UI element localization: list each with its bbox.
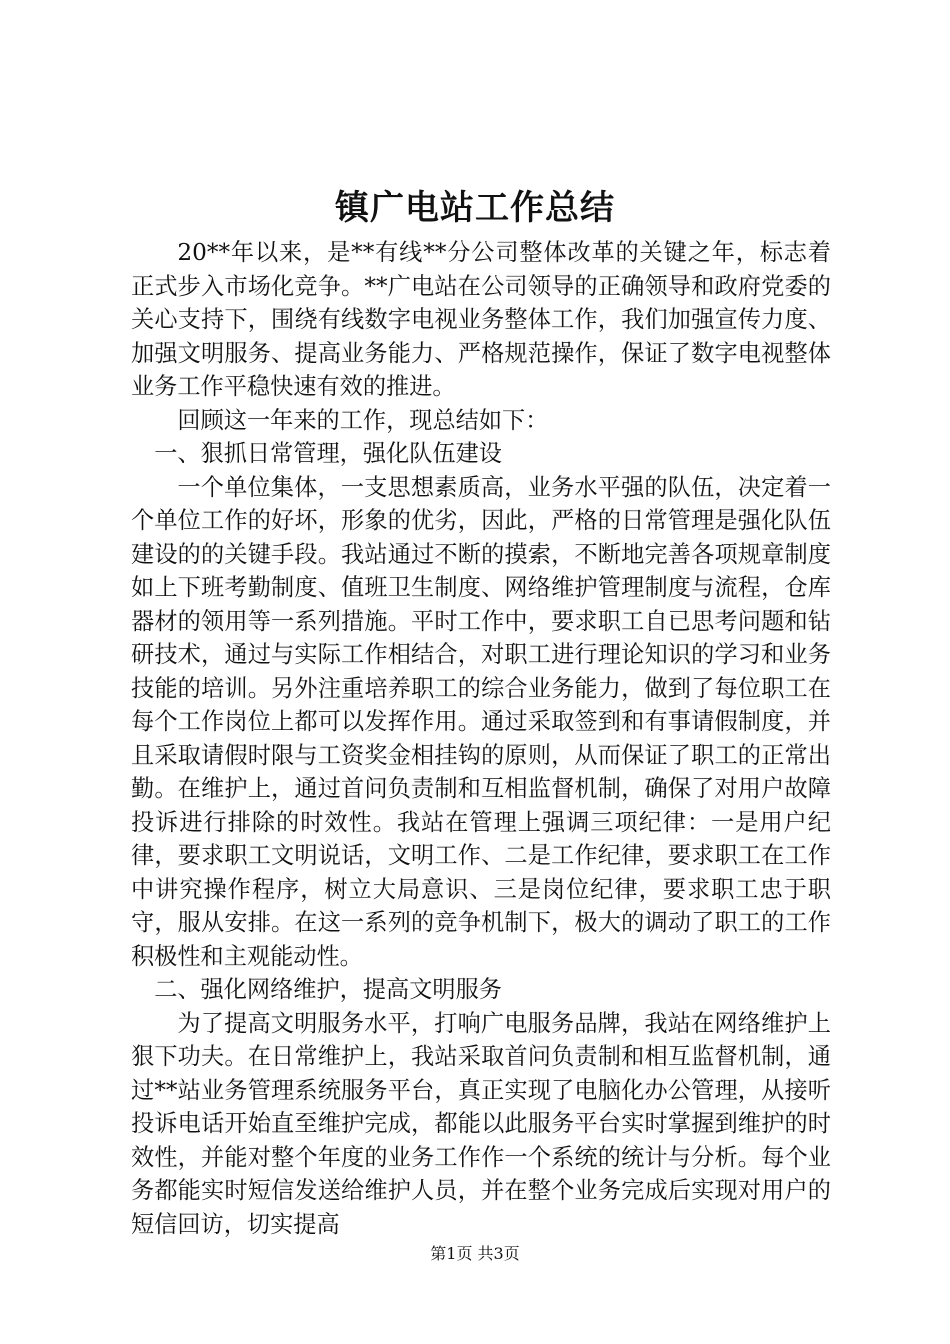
- paragraph-intro: 20**年以来，是**有线**分公司整体改革的关键之年，标志着正式步入市场化竞争。**广电站在公司领导的正确领导和政府党委的关心支持下，围绕有线数字电视业务整体工作，我们加强宣传力度、加强文明服务、提高业务能力、严格规范操作，保证了数字电视整体业务工作平稳快速有效的推进。: [131, 239, 831, 400]
- section-heading-1: 一、狠抓日常管理，强化队伍建设: [154, 440, 502, 467]
- document-body: [131, 236, 831, 1241]
- paragraph-network: 为了提高文明服务水平，打响广电服务品牌，我站在网络维护上狠下功夫。在日常维护上，我站采取首问负责制和相互监督机制，通过**站业务管理系统服务平台，真正实现了电脑化办公管理，从接听投诉电话开始直至维护完成，都能以此服务平台实时掌握到维护的时效性，并能对整个年度的业务工作作一个系统的统计与分析。每个业务都能实时短信发送给维护人员，并在整个业务完成后实现对用户的短信回访，切实提高: [131, 1009, 831, 1238]
- section-heading-2: 二、强化网络维护，提高文明服务: [154, 976, 502, 1003]
- page-footer: 第1页 共3页: [430, 1244, 520, 1263]
- paragraph-management: 一个单位集体，一支思想素质高，业务水平强的队伍，决定着一个单位工作的好坏，形象的优劣，因此，严格的日常管理是强化队伍建设的的关键手段。我站通过不断的摸索，不断地完善各项规章制度如上下班考勤制度、值班卫生制度、网络维护管理制度与流程，仓库器材的领用等一系列措施。平时工作中，要求职工自已思考问题和钻研技术，通过与实际工作相结合，对职工进行理论知识的学习和业务技能的培训。另外注重培养职工的综合业务能力，做到了每位职工在每个工作岗位上都可以发挥作用。通过采取签到和有事请假制度，并且采取请假时限与工资奖金相挂钩的原则，从而保证了职工的正常出勤。在维护上，通过首问负责制和互相监督机制，确保了对用户故障投诉进行排除的时效性。我站在管理上强调三项纪律：一是用户纪律，要求职工文明说话，文明工作、二是工作纪律，要求职工在工作中讲究操作程序，树立大局意识、三是岗位纪律，要求职工忠于职守，服从安排。在这一系列的竞争机制下，极大的调动了职工的工作积极性和主观能动性。: [131, 473, 831, 970]
- paragraph-review: 回顾这一年来的工作，现总结如下：: [177, 406, 549, 434]
- document-title: 镇广电站工作总结: [335, 188, 615, 228]
